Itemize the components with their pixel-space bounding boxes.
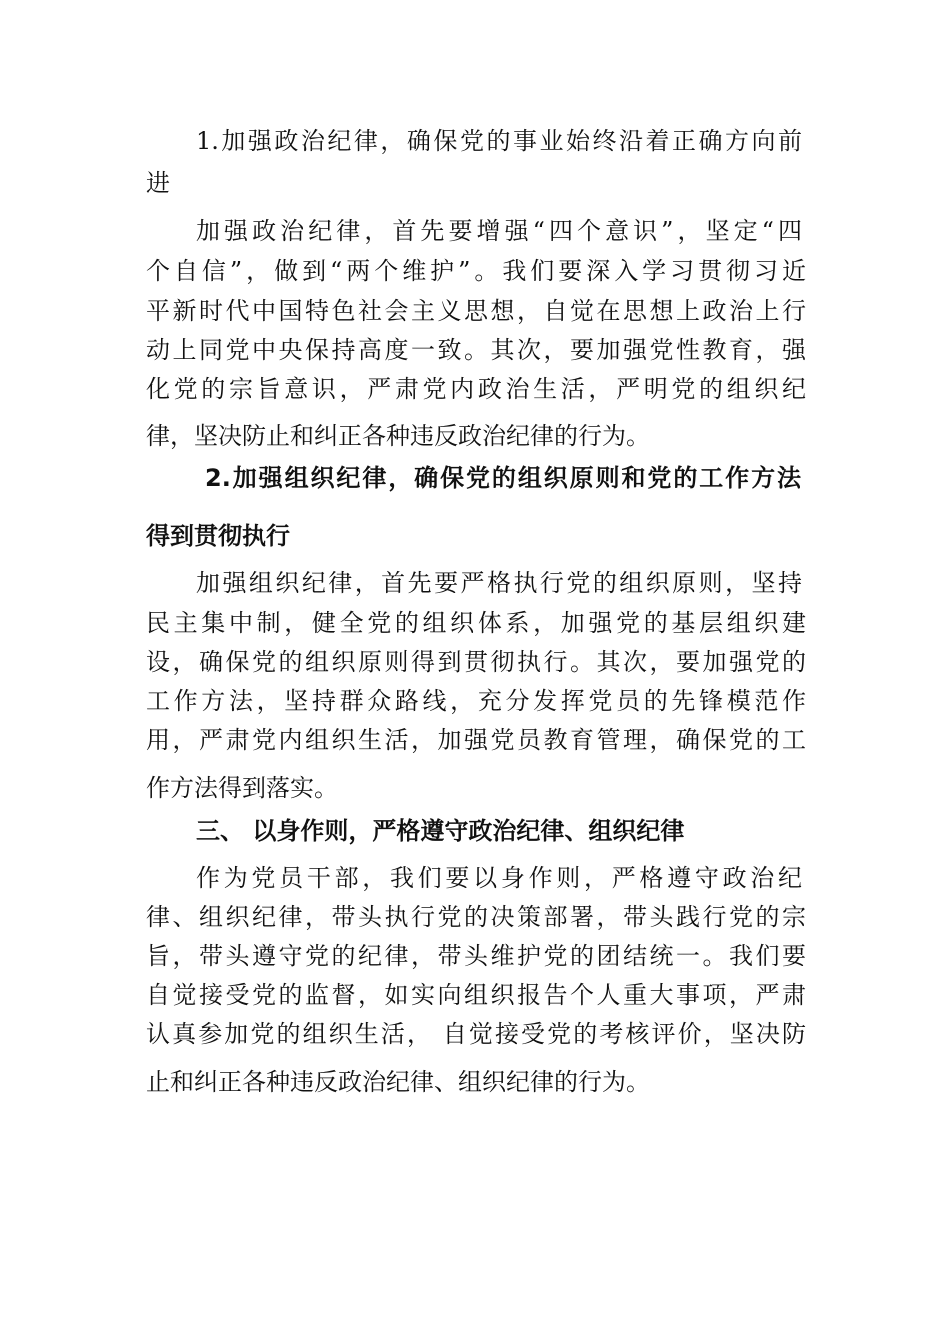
section3-paragraph-line: 作为党员干部，我们要以身作则，严格遵守政治纪 [196,864,802,892]
section2-heading-line2: 得到贯彻执行 [146,522,290,550]
section2-heading-line1: 2.加强组织纪律，确保党的组织原则和党的工作方法 [205,464,801,492]
section3-paragraph-line: 自觉接受党的监督，如实向组织报告个人重大事项，严肃 [146,981,806,1009]
section1-paragraph-line: 动上同党中央保持高度一致。其次，要加强党性教育，强 [146,336,806,364]
section3-paragraph-line: 律、组织纪律，带头执行党的决策部署，带头践行党的宗 [146,903,806,931]
section1-paragraph-line: 加强政治纪律，首先要增强“四个意识”，坚定“四 [196,217,802,245]
section1-paragraph-line: 平新时代中国特色社会主义思想，自觉在思想上政治上行 [146,297,806,325]
section2-paragraph-line: 工作方法，坚持群众路线，充分发挥党员的先锋模范作 [146,687,806,715]
section1-paragraph-line: 化党的宗旨意识，严肃党内政治生活，严明党的组织纪 [146,375,806,403]
section2-paragraph-line: 作方法得到落实。 [146,774,338,802]
section1-heading-line1: 1.加强政治纪律，确保党的事业始终沿着正确方向前 [196,127,802,155]
section3-heading: 三、 以身作则，严格遵守政治纪律、组织纪律 [196,817,685,845]
section1-heading-line2: 进 [146,169,170,197]
section1-paragraph-line: 律，坚决防止和纠正各种违反政治纪律的行为。 [146,422,650,450]
section2-paragraph-line: 用，严肃党内组织生活，加强党员教育管理，确保党的工 [146,726,806,754]
section2-paragraph-line: 加强组织纪律，首先要严格执行党的组织原则，坚持 [196,569,802,597]
section3-paragraph-line: 止和纠正各种违反政治纪律、组织纪律的行为。 [146,1068,650,1096]
section3-paragraph-line: 认真参加党的组织生活， 自觉接受党的考核评价，坚决防 [146,1020,806,1048]
section1-paragraph-line: 个自信”，做到“两个维护”。我们要深入学习贯彻习近 [146,257,806,285]
section3-paragraph-line: 旨，带头遵守党的纪律，带头维护党的团结统一。我们要 [146,942,806,970]
section2-paragraph-line: 设，确保党的组织原则得到贯彻执行。其次，要加强党的 [146,648,806,676]
section2-paragraph-line: 民主集中制，健全党的组织体系，加强党的基层组织建 [146,609,806,637]
